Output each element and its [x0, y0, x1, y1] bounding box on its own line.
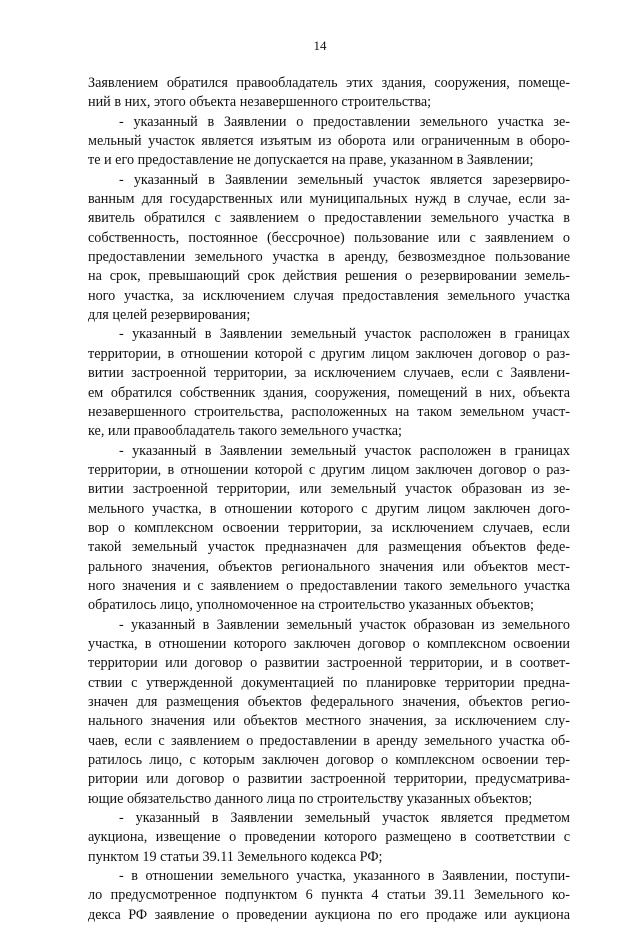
text-line: незавершенного строительства, расположенных на таком земельном участ-: [88, 403, 570, 420]
text-line: ванным для государственных или муниципальных нужд в случае, если за-: [88, 191, 570, 208]
text-line: аукциона, извещение о проведении которого размещено в соответствии с: [88, 829, 570, 846]
text-line: территории или договор о развитии застроенной территории, и в соответ-: [88, 655, 570, 672]
text-line: - указанный в Заявлении земельный участок расположен в границах: [119, 442, 570, 459]
text-line: ратилось лицо, с которым заключен договор о комплексном освоении тер-: [88, 752, 570, 769]
text-line: - указанный в Заявлении земельный участок образован из земельного: [119, 616, 570, 633]
text-line: ствии с утвержденной документацией по планировке территории предна-: [88, 674, 570, 691]
text-line: участка, в отношении которого заключен договор о комплексном освоении: [88, 635, 570, 652]
text-line: Заявлением обратился правообладатель этих здания, сооружения, помеще-: [88, 75, 570, 91]
text-line: - в отношении земельного участка, указанного в Заявлении, поступи-: [119, 868, 570, 885]
text-line: - указанный в Заявлении земельный участок является предметом: [119, 810, 570, 827]
text-line: ритории или договор о развитии застроенной территории, предусматрива-: [88, 771, 570, 788]
text-line: значен для размещения объектов федерального значения, объектов регио-: [88, 694, 570, 710]
text-line: - указанный в Заявлении о предоставлении земельного участка зе-: [119, 113, 570, 130]
text-line: явитель обратился с заявлением о предоставлении земельного участка в: [88, 210, 570, 227]
text-line: пунктом 19 статьи 39.11 Земельного кодекса РФ;: [88, 848, 383, 865]
text-line: для целей резервирования;: [88, 307, 251, 324]
text-line: те и его предоставление не допускается на праве, указанном в Заявлении;: [88, 152, 534, 169]
text-line: территории, в отношении которой с другим лицом заключен договор о раз-: [88, 461, 570, 478]
text-line: вор о комплексном освоении территории, за исключением случаев, если: [88, 519, 570, 536]
text-line: декса РФ заявление о проведении аукциона по его продаже или аукциона: [88, 906, 570, 923]
text-line: на срок, превышающий срок действия решения о резервировании земель-: [88, 268, 570, 285]
text-line: такой земельный участок предназначен для размещения объектов феде-: [88, 539, 570, 556]
text-line: витии застроенной территории, за исключением случаев, если с Заявлени-: [88, 365, 570, 382]
text-line: рального значения, объектов регионального значения или объектов мест-: [88, 558, 570, 575]
text-line: мельный участок является изъятым из оборота или ограниченным в оборо-: [88, 133, 570, 150]
text-line: - указанный в Заявлении земельный участок является зарезервиро-: [119, 171, 570, 188]
text-line: чаев, если с заявлением о предоставлении в аренду земельного участка об-: [88, 732, 570, 749]
text-line: предоставлении земельного участка в аренду, безвозмездное пользование: [88, 249, 570, 266]
text-line: территории, в отношении которой с другим лицом заключен договор о раз-: [88, 345, 570, 362]
text-line: ло предусмотренное подпунктом 6 пункта 4 статьи 39.11 Земельного ко-: [88, 887, 570, 904]
body-text: [88, 74, 570, 925]
text-line: ем обратился собственник здания, сооружения, помещений в них, объекта: [88, 384, 570, 401]
text-line: собственность, постоянное (бессрочное) пользование или с заявлением о: [88, 229, 570, 246]
text-line: - указанный в Заявлении земельный участок расположен в границах: [119, 326, 570, 343]
text-line: ного значения и с заявлением о предоставлении такого земельного участка: [88, 577, 570, 594]
text-line: ний в них, этого объекта незавершенного строительства;: [88, 94, 432, 111]
text-line: ного участка, за исключением случая предоставления земельного участка: [88, 287, 570, 304]
text-line: обратилось лицо, уполномоченное на строительство указанных объектов;: [88, 597, 534, 614]
text-line: мельного участка, в отношении которого с другим лицом заключен дого-: [88, 500, 570, 517]
text-line: ке, или правообладатель такого земельного участка;: [88, 423, 403, 440]
text-line: нального значения или объектов местного значения, за исключением слу-: [88, 713, 570, 730]
text-line: витии застроенной территории, или земельный участок образован из зе-: [88, 481, 570, 498]
text-line: ющие обязательство данного лица по строительству указанных объектов;: [88, 790, 533, 807]
page-number: 14: [313, 38, 327, 53]
